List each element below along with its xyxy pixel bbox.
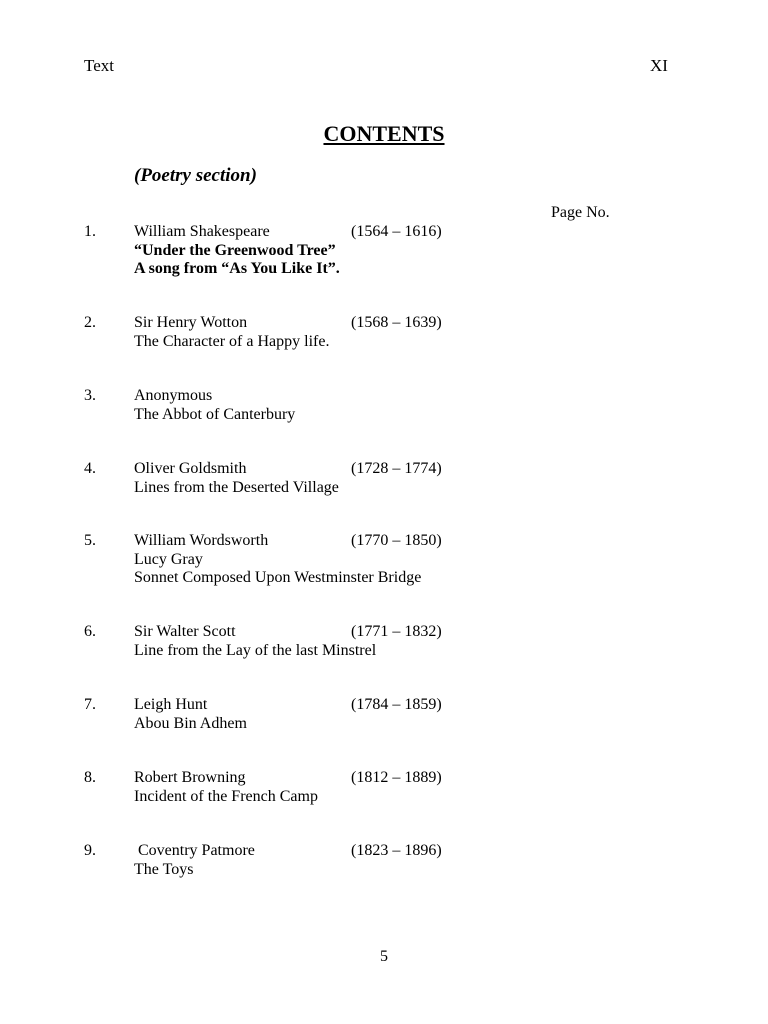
section-subtitle: (Poetry section) — [134, 165, 257, 186]
page-title — [0, 121, 768, 147]
entry-number: 9. — [84, 842, 96, 859]
entry-work: Lines from the Deserted Village — [134, 478, 339, 496]
header-right: XI — [650, 56, 668, 75]
entry-works — [134, 715, 247, 734]
entry-works — [134, 333, 329, 352]
page-no-label: Page No. — [551, 204, 610, 221]
entry-years: (1812 – 1889) — [351, 769, 442, 786]
entry-works — [134, 788, 318, 807]
entry-works — [134, 242, 340, 279]
entry-number: 8. — [84, 769, 96, 786]
page-title-text: CONTENTS — [323, 121, 445, 146]
entry-author: Anonymous — [134, 387, 213, 404]
entry-work: The Character of a Happy life. — [134, 332, 330, 350]
entry-number: 5. — [84, 532, 96, 549]
entry-author: Leigh Hunt — [134, 696, 208, 713]
entry-work: The Toys — [134, 860, 194, 878]
entry-work: Sonnet Composed Upon Westminster Bridge — [134, 569, 422, 586]
entry-author: Sir Henry Wotton — [134, 314, 248, 331]
entry-author: William Wordsworth — [134, 532, 269, 549]
entry-works — [134, 479, 339, 498]
entry-number: 2. — [84, 314, 96, 331]
entry-works — [134, 551, 421, 588]
entry-author: William Shakespeare — [134, 223, 270, 240]
entry-years: (1568 – 1639) — [351, 314, 442, 331]
entry-work: Lucy Gray — [134, 550, 203, 568]
entry-author: Robert Browning — [134, 769, 246, 786]
entry-years: (1784 – 1859) — [351, 696, 442, 713]
entry-works — [134, 861, 193, 880]
entry-author: Oliver Goldsmith — [134, 460, 247, 477]
entry-author: Sir Walter Scott — [134, 623, 236, 640]
entry-number: 6. — [84, 623, 96, 640]
entry-work: Abou Bin Adhem — [134, 714, 247, 732]
entry-number: 3. — [84, 387, 96, 404]
footer-page-number: 5 — [380, 948, 388, 965]
entry-number: 4. — [84, 460, 96, 477]
entry-works — [134, 642, 376, 661]
entry-years: (1823 – 1896) — [351, 842, 442, 859]
entry-years: (1771 – 1832) — [351, 623, 442, 640]
entry-number: 7. — [84, 696, 96, 713]
entry-work: Line from the Lay of the last Minstrel — [134, 641, 377, 659]
entry-years: (1564 – 1616) — [351, 223, 442, 240]
entry-number: 1. — [84, 223, 96, 240]
entry-years: (1728 – 1774) — [351, 460, 442, 477]
entry-works — [134, 406, 295, 425]
entry-work: “Under the Greenwood Tree” — [134, 241, 336, 259]
entry-years: (1770 – 1850) — [351, 532, 442, 549]
entry-author: Coventry Patmore — [134, 842, 255, 859]
entry-work: The Abbot of Canterbury — [134, 405, 296, 423]
entry-work: A song from “As You Like It”. — [134, 260, 340, 277]
entry-work: Incident of the French Camp — [134, 787, 318, 805]
header-left: Text — [84, 56, 114, 75]
